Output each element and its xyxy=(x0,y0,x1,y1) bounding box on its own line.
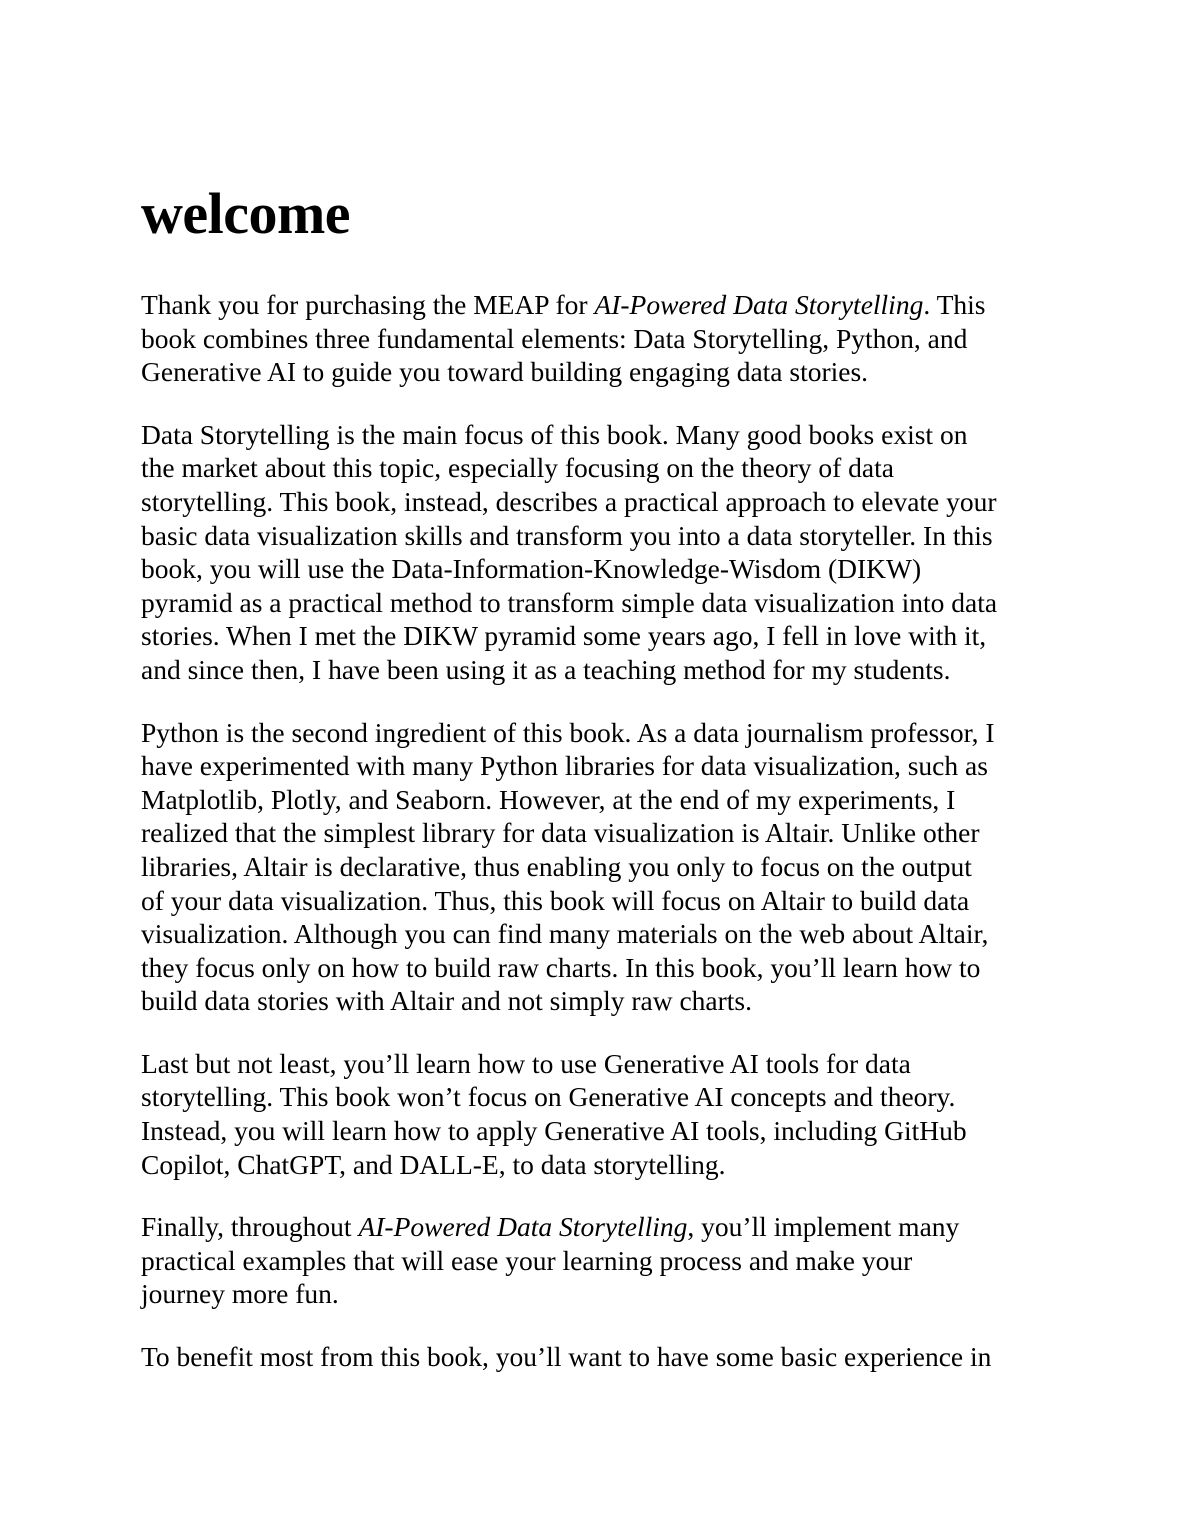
paragraph xyxy=(141,1047,1056,1181)
book-title-italic: AI-Powered Data Storytelling xyxy=(358,1211,688,1243)
text-line xyxy=(141,850,1056,884)
text-line xyxy=(141,1080,1056,1114)
text-segment: journey more fun. xyxy=(141,1278,339,1310)
text-line xyxy=(141,619,1056,653)
text-line xyxy=(141,355,1056,389)
body-text xyxy=(141,288,1056,1403)
text-segment: practical examples that will ease your learning process and make your xyxy=(141,1244,913,1276)
text-segment: book, you will use the Data-Information-Knowledge-Wisdom (DIKW) xyxy=(141,553,922,585)
text-line xyxy=(141,586,1056,620)
text-segment: build data stories with Altair and not simply raw charts. xyxy=(141,985,753,1017)
paragraph xyxy=(141,716,1056,1018)
text-segment: the market about this topic, especially focusing on the theory of data xyxy=(141,452,894,484)
text-segment: Finally, throughout xyxy=(141,1211,359,1243)
text-segment: Python is the second ingredient of this book. As a data journalism professor, I xyxy=(141,716,995,748)
page-title: welcome xyxy=(141,181,351,246)
text-segment: stories. When I met the DIKW pyramid some years ago, I fell in love with it, xyxy=(141,620,987,652)
paragraph xyxy=(141,1210,1056,1311)
text-segment: realized that the simplest library for data visualization is Altair. Unlike other xyxy=(141,817,980,849)
text-line xyxy=(141,1277,1056,1311)
text-segment: Thank you for purchasing the MEAP for xyxy=(141,289,595,320)
text-line xyxy=(141,816,1056,850)
text-line xyxy=(141,519,1056,553)
text-line xyxy=(141,749,1056,783)
text-segment: . This xyxy=(923,289,986,320)
text-line xyxy=(141,984,1056,1018)
text-segment: Data Storytelling is the main focus of this book. Many good books exist on xyxy=(141,418,968,450)
text-segment: To benefit most from this book, you’ll want to have some basic experience in xyxy=(141,1341,992,1373)
text-segment: , you’ll implement many xyxy=(687,1211,960,1243)
text-segment: Last but not least, you’ll learn how to use Generative AI tools for data xyxy=(141,1047,911,1079)
text-line xyxy=(141,917,1056,951)
text-line xyxy=(141,418,1056,452)
text-line xyxy=(141,1340,1056,1374)
text-line xyxy=(141,1047,1056,1081)
text-line xyxy=(141,1114,1056,1148)
text-line xyxy=(141,451,1056,485)
text-segment: libraries, Altair is declarative, thus enabling you only to focus on the output xyxy=(141,850,972,882)
text-line xyxy=(141,288,1056,322)
text-line xyxy=(141,951,1056,985)
text-line xyxy=(141,716,1056,750)
text-segment: book combines three fundamental elements: Data Storytelling, Python, and xyxy=(141,322,968,354)
text-line xyxy=(141,783,1056,817)
text-segment: pyramid as a practical method to transform simple data visualization into data xyxy=(141,586,998,618)
text-segment: visualization. Although you can find many materials on the web about Altair, xyxy=(141,918,989,950)
text-line xyxy=(141,485,1056,519)
text-line xyxy=(141,552,1056,586)
text-line xyxy=(141,1148,1056,1182)
text-segment: storytelling. This book, instead, describes a practical approach to elevate your xyxy=(141,485,997,517)
document-page xyxy=(141,0,1056,1540)
paragraph xyxy=(141,418,1056,687)
text-segment: Instead, you will learn how to apply Generative AI tools, including GitHub xyxy=(141,1115,967,1147)
paragraph xyxy=(141,1340,1056,1374)
text-line xyxy=(141,1210,1056,1244)
text-line xyxy=(141,322,1056,356)
text-line xyxy=(141,884,1056,918)
text-segment: Matplotlib, Plotly, and Seaborn. However, at the end of my experiments, I xyxy=(141,783,956,815)
text-segment: Generative AI to guide you toward building engaging data stories. xyxy=(141,356,869,388)
text-segment: have experimented with many Python libraries for data visualization, such as xyxy=(141,750,988,782)
text-segment: and since then, I have been using it as a teaching method for my students. xyxy=(141,653,951,685)
text-segment: they focus only on how to build raw charts. In this book, you’ll learn how to xyxy=(141,951,981,983)
text-line xyxy=(141,653,1056,687)
text-segment: basic data visualization skills and transform you into a data storyteller. In this xyxy=(141,519,993,551)
text-line xyxy=(141,1244,1056,1278)
text-segment: Copilot, ChatGPT, and DALL-E, to data storytelling. xyxy=(141,1148,726,1180)
paragraph xyxy=(141,288,1056,389)
text-segment: of your data visualization. Thus, this book will focus on Altair to build data xyxy=(141,884,970,916)
text-segment: storytelling. This book won’t focus on Generative AI concepts and theory. xyxy=(141,1081,956,1113)
book-title-italic: AI-Powered Data Storytelling xyxy=(594,289,924,320)
